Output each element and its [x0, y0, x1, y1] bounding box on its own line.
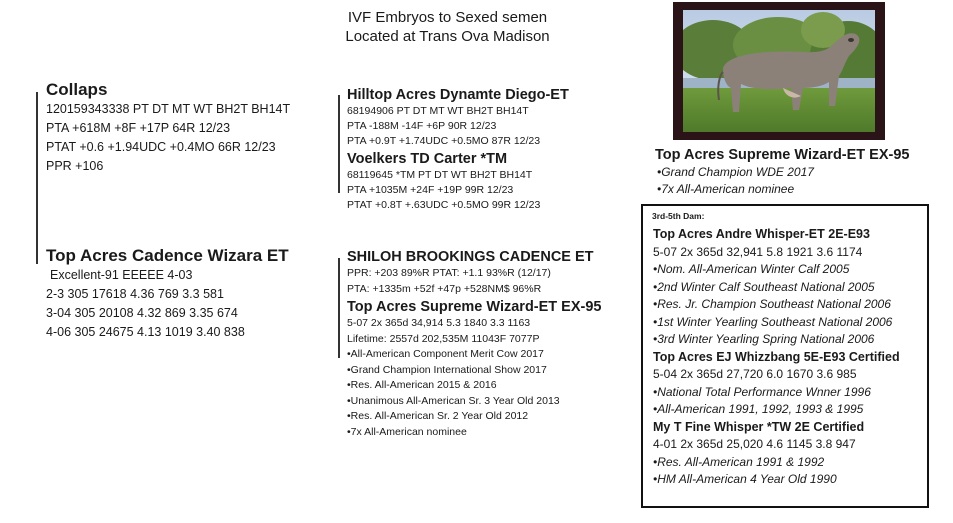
dam-entry-name: My T Fine Whisper *TW 2E Certified — [653, 419, 865, 434]
dam-record: 4-06 305 24675 4.13 1019 3.40 838 — [46, 325, 245, 339]
dam-sire-info-line: PTA: +1335m +52f +47p +528NM$ 96%R — [347, 282, 542, 295]
dam-dam-info-line: •Unanimous All-American Sr. 3 Year Old 2013 — [347, 394, 560, 407]
sire-sire-info-line: PTA +0.9T +1.74UDC +0.5MO 87R 12/23 — [347, 135, 541, 147]
dam-block — [46, 246, 289, 342]
dam-entry-bullet: •Res. All-American 1991 & 1992 — [653, 454, 825, 469]
dam-entry-bullet: •HM All-American 4 Year Old 1990 — [653, 472, 837, 486]
dam-classification: Excellent-91 EEEEE 4-03 — [50, 268, 193, 282]
pedigree-bracket-line — [36, 92, 38, 264]
cow-photo-image — [683, 10, 875, 132]
dam-entry-record: 5-04 2x 365d 27,720 6.0 1670 3.6 985 — [653, 367, 857, 381]
dam-dam-info-line: •Res. All-American 2015 & 2016 — [347, 379, 497, 391]
dam-sire-info-line: PPR: +203 89%R PTAT: +1.1 93%R (12/17) — [347, 267, 551, 279]
dams-box — [641, 204, 929, 508]
dam-entry-bullet: •Nom. All-American Winter Calf 2005 — [653, 262, 850, 276]
dam-entry-bullet: •3rd Winter Yearling Spring National 2006 — [653, 332, 875, 346]
dam-dam-name: Top Acres Supreme Wizard-ET EX-95 — [347, 299, 602, 315]
photo-caption-line: •7x All-American nominee — [657, 182, 795, 196]
sire-sire-info-line: PTA -188M -14F +6P 90R 12/23 — [347, 120, 497, 132]
sire-info-line: 120159343338 PT DT MT WT BH2T BH14T — [46, 102, 291, 116]
sire-block — [46, 80, 290, 176]
dam-entry-bullet: •2nd Winter Calf Southeast National 2005 — [653, 279, 875, 294]
sire-info-line: PTA +618M +8F +17P 64R 12/23 — [46, 121, 231, 135]
sire-dam-info-line: 68119645 *TM PT DT WT BH2T BH14T — [347, 169, 533, 181]
cow-photo — [673, 2, 885, 140]
dam-dam-info-line: •Grand Champion International Show 2017 — [347, 363, 547, 376]
sire-side-bracket-line — [338, 95, 340, 193]
dam-dam-info-line: Lifetime: 2557d 202,535M 11043F 7077P — [347, 332, 540, 345]
photo-caption — [655, 146, 910, 198]
dam-entry-name: Top Acres Andre Whisper-ET 2E-E93 — [653, 227, 870, 241]
dam-record: 2-3 305 17618 4.36 769 3.3 581 — [46, 287, 224, 301]
sire-sire-block — [347, 86, 569, 149]
photo-caption-name: Top Acres Supreme Wizard-ET EX-95 — [655, 147, 910, 163]
dam-entry-bullet: •National Total Performance Wnner 1996 — [653, 384, 871, 399]
sire-dam-block — [347, 150, 540, 213]
sire-dam-name: Voelkers TD Carter *TM — [347, 151, 508, 167]
dam-dam-info-line: •All-American Component Merit Cow 2017 — [347, 348, 544, 360]
dam-dam-info-line: •7x All-American nominee — [347, 425, 467, 438]
dams-box-header: 3rd-5th Dam: — [652, 211, 705, 221]
dam-dam-info-line: 5-07 2x 365d 34,914 5.3 1840 3.3 1163 — [347, 317, 531, 329]
sire-info-line: PTAT +0.6 +1.94UDC +0.4MO 66R 12/23 — [46, 140, 276, 154]
photo-caption-line: •Grand Champion WDE 2017 — [657, 165, 814, 179]
dam-side-bracket-line — [338, 258, 340, 358]
dam-name: Top Acres Cadence Wizara ET — [46, 246, 289, 265]
dam-entry-record: 5-07 2x 365d 32,941 5.8 1921 3.6 1174 — [653, 244, 863, 259]
sire-sire-info-line: 68194906 PT DT MT WT BH2T BH14T — [347, 105, 529, 117]
dam-dam-block — [347, 298, 602, 440]
dam-entry-bullet: •Res. Jr. Champion Southeast National 2006 — [653, 297, 891, 311]
dam-dam-info-line: •Res. All-American Sr. 2 Year Old 2012 — [347, 410, 529, 422]
sire-info-line: PPR +106 — [46, 159, 104, 173]
sire-dam-info-line: PTA +1035M +24F +19P 99R 12/23 — [347, 184, 514, 196]
sire-sire-name: Hilltop Acres Dynamte Diego-ET — [347, 87, 569, 103]
dam-sire-block — [347, 248, 594, 297]
header-line-2: Located at Trans Ova Madison — [345, 28, 550, 45]
sire-dam-info-line: PTAT +0.8T +.63UDC +0.5MO 99R 12/23 — [347, 199, 541, 211]
dam-entry-name: Top Acres EJ Whizzbang 5E-E93 Certified — [653, 349, 900, 364]
sire-name: Collaps — [46, 80, 108, 99]
dam-record: 3-04 305 20108 4.32 869 3.35 674 — [46, 306, 238, 320]
header-line-1: IVF Embryos to Sexed semen — [347, 9, 548, 26]
dam-entry-record: 4-01 2x 365d 25,020 4.6 1145 3.8 947 — [653, 437, 856, 451]
dam-sire-name: SHILOH BROOKINGS CADENCE ET — [347, 249, 594, 265]
dam-entry-bullet: •1st Winter Yearling Southeast National 2006 — [653, 314, 893, 329]
dam-entry-bullet: •All-American 1991, 1992, 1993 & 1995 — [653, 402, 864, 416]
